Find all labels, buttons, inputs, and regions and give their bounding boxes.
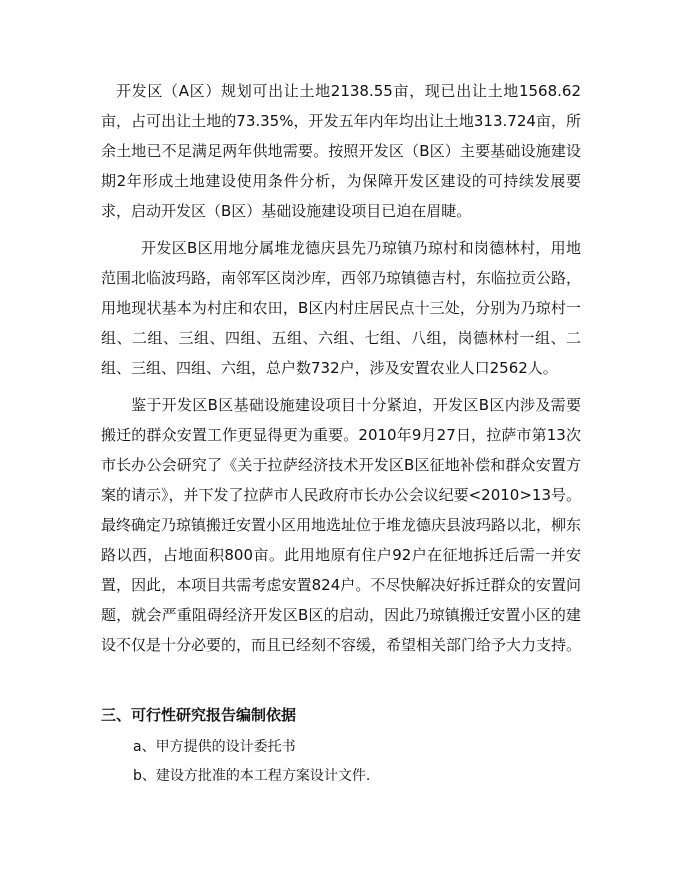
list-item-a: a、甲方提供的设计委托书 — [133, 739, 296, 755]
list-item-b: b、建设方批准的本工程方案设计文件. — [133, 768, 371, 784]
body-paragraph-1: 开发区（A区）规划可出让土地2138.55亩，现已出让土地1568.62亩，占可出让土地的73.35%，开发五年内年均出让土地313.724亩，所余土地已不足满足两年供地需要。按照开发区（B区）主要基础设施建设期2年形成土地建设使用条件分析，为保障开发区建设的可持续发展要求，启动开发区（B区）基础设施建设项目已迫在眉睫。 — [101, 82, 581, 220]
body-paragraph-2: 开发区B区用地分属堆龙德庆县先乃琼镇乃琼村和岗德林村，用地范围北临波玛路，南邻军区岗沙库，西邻乃琼镇德吉村，东临拉贡公路，用地现状基本为村庄和农田，B区内村庄居民点十三处，分别为乃琼村一组、二组、三组、四组、五组、六组、七组、八组，岗德林村一组、二组、三组、四组、六组，总户数732户，涉及安置农业人口2562人。 — [101, 239, 582, 377]
body-paragraph-3: 鉴于开发区B区基础设施建设项目十分紧迫，开发区B区内涉及需要搬迁的群众安置工作更显得更为重要。2010年9月27日，拉萨市第13次市长办公会研究了《关于拉萨经济技术开发区B区征地补偿和群众安置方案的请示》，并下发了拉萨市人民政府市长办公会议纪要<2010>13号。最终确定乃琼镇搬迁安置小区用地选址位于堆龙德庆县波玛路以北，柳东路以西，占地面积800亩。此用地原有住户92户在征地拆迁后需一并安置，因此，本项目共需考虑安置824户。不尽快解决好拆迁群众的安置问题，就会严重阻碍经济开发区B区的启动，因此乃琼镇搬迁安置小区的建设不仅是十分必要的，而且已经刻不容缓，希望相关部门给予大力支持。 — [101, 396, 582, 654]
section-heading: 三、可行性研究报告编制依据 — [101, 706, 297, 724]
